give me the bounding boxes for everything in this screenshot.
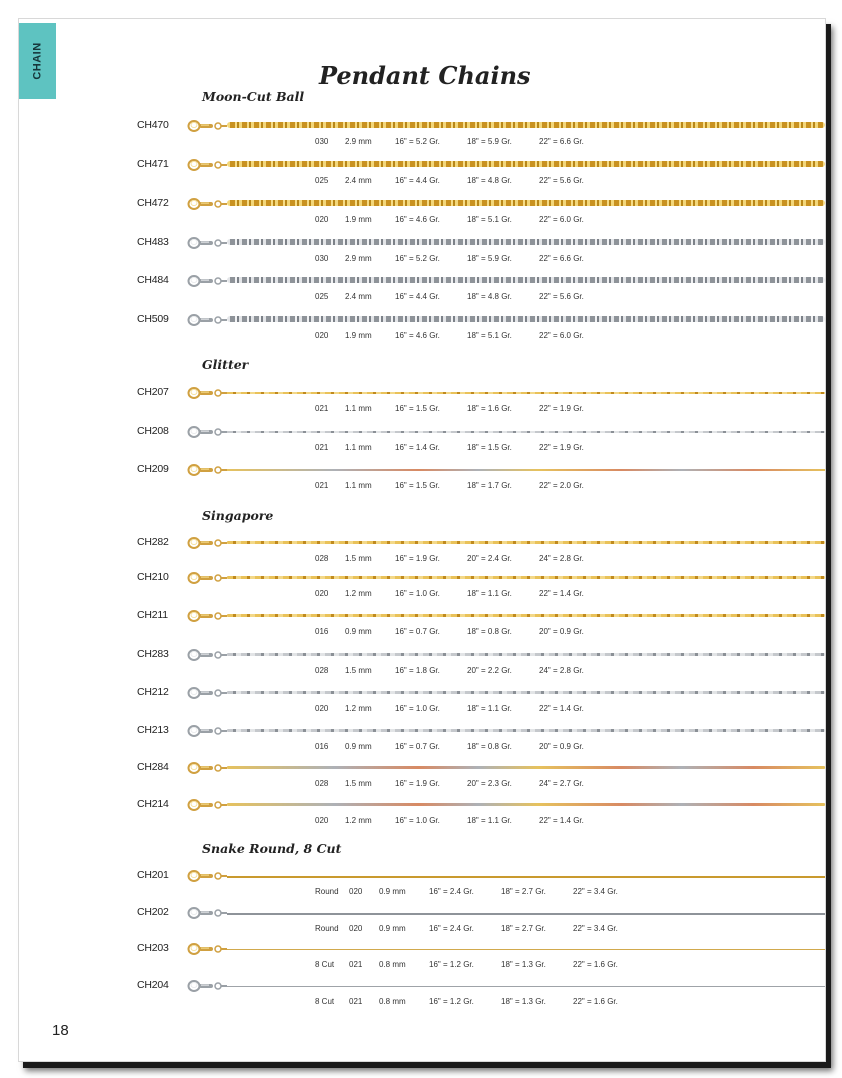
- chain-image: [227, 200, 825, 206]
- chain-image: [227, 122, 825, 128]
- page-number: 18: [52, 1022, 69, 1039]
- spec-value: 1.2 mm: [345, 816, 372, 825]
- product-code: CH284: [137, 761, 169, 773]
- product-code: CH472: [137, 197, 169, 209]
- spec-value: 18" = 4.8 Gr.: [467, 292, 512, 301]
- spec-value: 22" = 2.0 Gr.: [539, 481, 584, 490]
- chain-row-ch208: [19, 427, 825, 457]
- spec-value: 18" = 5.1 Gr.: [467, 215, 512, 224]
- spec-value: 18" = 1.7 Gr.: [467, 481, 512, 490]
- chain-row-ch213: [19, 726, 825, 756]
- spec-value: 22" = 3.4 Gr.: [573, 887, 618, 896]
- spec-value: 20" = 0.9 Gr.: [539, 627, 584, 636]
- spec-value: 18" = 1.1 Gr.: [467, 704, 512, 713]
- clasp-icon: [187, 236, 227, 250]
- clasp-icon: [187, 313, 227, 327]
- spec-value: 1.5 mm: [345, 554, 372, 563]
- spec-value: 22" = 1.4 Gr.: [539, 704, 584, 713]
- spec-value: 18" = 5.1 Gr.: [467, 331, 512, 340]
- chain-image: [227, 541, 825, 544]
- spec-value: 20" = 2.2 Gr.: [467, 666, 512, 675]
- spec-value: 16" = 1.9 Gr.: [395, 779, 440, 788]
- clasp-icon: [187, 686, 227, 700]
- spec-value: 020: [315, 215, 329, 224]
- spec-value: 24" = 2.7 Gr.: [539, 779, 584, 788]
- chain-row-ch207: [19, 388, 825, 418]
- spec-value: 22" = 3.4 Gr.: [573, 924, 618, 933]
- spec-value: 2.4 mm: [345, 292, 372, 301]
- spec-value: 2.9 mm: [345, 254, 372, 263]
- product-code: CH208: [137, 425, 169, 437]
- spec-value: 16" = 2.4 Gr.: [429, 887, 474, 896]
- spec-value: 016: [315, 742, 329, 751]
- spec-value: 22" = 5.6 Gr.: [539, 292, 584, 301]
- chain-row-ch284: [19, 763, 825, 793]
- spec-value: 025: [315, 176, 329, 185]
- spec-value: 16" = 1.2 Gr.: [429, 960, 474, 969]
- spec-value: 16" = 1.9 Gr.: [395, 554, 440, 563]
- spec-value: 18" = 4.8 Gr.: [467, 176, 512, 185]
- spec-value: 16" = 5.2 Gr.: [395, 254, 440, 263]
- spec-value: 021: [315, 443, 329, 452]
- spec-value: 22" = 1.6 Gr.: [573, 960, 618, 969]
- spec-value: 22" = 6.6 Gr.: [539, 254, 584, 263]
- spec-value: 1.1 mm: [345, 481, 372, 490]
- clasp-icon: [187, 609, 227, 623]
- chain-image: [227, 986, 825, 987]
- chain-row-ch509: [19, 315, 825, 345]
- spec-value: 22" = 6.0 Gr.: [539, 331, 584, 340]
- spec-value: 1.1 mm: [345, 443, 372, 452]
- spec-value: 021: [349, 997, 363, 1006]
- spec-value: 20" = 2.3 Gr.: [467, 779, 512, 788]
- section-title: Singapore: [202, 508, 274, 523]
- spec-value: 24" = 2.8 Gr.: [539, 554, 584, 563]
- spec-value: 18" = 5.9 Gr.: [467, 137, 512, 146]
- product-code: CH484: [137, 274, 169, 286]
- chain-row-ch470: [19, 121, 825, 151]
- spec-value: 020: [315, 816, 329, 825]
- spec-value: 020: [349, 887, 363, 896]
- product-code: CH212: [137, 686, 169, 698]
- spec-value: 028: [315, 666, 329, 675]
- chain-image: [227, 576, 825, 579]
- clasp-icon: [187, 979, 227, 993]
- spec-value: 1.5 mm: [345, 666, 372, 675]
- spec-value: 16" = 4.4 Gr.: [395, 292, 440, 301]
- spec-value: 0.8 mm: [379, 997, 406, 1006]
- spec-value: 030: [315, 137, 329, 146]
- clasp-icon: [187, 942, 227, 956]
- chain-image: [227, 653, 825, 656]
- clasp-icon: [187, 724, 227, 738]
- spec-value: 18" = 1.3 Gr.: [501, 997, 546, 1006]
- spec-value: 16" = 1.8 Gr.: [395, 666, 440, 675]
- spec-value: 021: [315, 481, 329, 490]
- section-title: Snake Round, 8 Cut: [202, 841, 342, 856]
- spec-value: 8 Cut: [315, 960, 335, 969]
- spec-value: 030: [315, 254, 329, 263]
- clasp-icon: [187, 463, 227, 477]
- spec-value: 18" = 1.5 Gr.: [467, 443, 512, 452]
- chain-row-ch211: [19, 611, 825, 641]
- chain-row-ch209: [19, 465, 825, 495]
- spec-value: 028: [315, 779, 329, 788]
- clasp-icon: [187, 761, 227, 775]
- spec-value: 1.9 mm: [345, 215, 372, 224]
- product-code: CH470: [137, 119, 169, 131]
- product-code: CH202: [137, 906, 169, 918]
- chain-row-ch212: [19, 688, 825, 718]
- product-code: CH509: [137, 313, 169, 325]
- spec-value: 18" = 1.3 Gr.: [501, 960, 546, 969]
- chain-row-ch214: [19, 800, 825, 830]
- chain-row-ch484: [19, 276, 825, 306]
- spec-value: 18" = 1.1 Gr.: [467, 816, 512, 825]
- spec-value: 0.9 mm: [379, 924, 406, 933]
- clasp-icon: [187, 798, 227, 812]
- spec-value: 16" = 2.4 Gr.: [429, 924, 474, 933]
- chain-image: [227, 277, 825, 283]
- spec-value: 021: [349, 960, 363, 969]
- spec-value: 22" = 1.6 Gr.: [573, 997, 618, 1006]
- product-code: CH203: [137, 942, 169, 954]
- chain-image: [227, 949, 825, 950]
- clasp-icon: [187, 536, 227, 550]
- chain-row-ch283: [19, 650, 825, 680]
- clasp-icon: [187, 571, 227, 585]
- chain-image: [227, 316, 825, 322]
- spec-value: 0.9 mm: [345, 627, 372, 636]
- chain-image: [227, 469, 825, 471]
- product-code: CH282: [137, 536, 169, 548]
- chain-image: [227, 431, 825, 433]
- spec-value: 16" = 1.0 Gr.: [395, 816, 440, 825]
- product-code: CH201: [137, 869, 169, 881]
- catalog-page: [18, 18, 826, 1062]
- spec-value: 1.2 mm: [345, 704, 372, 713]
- chain-image: [227, 691, 825, 694]
- spec-value: 025: [315, 292, 329, 301]
- section-title: Glitter: [202, 357, 249, 372]
- chain-row-ch204: [19, 981, 825, 1011]
- spec-value: 16" = 4.4 Gr.: [395, 176, 440, 185]
- chain-row-ch483: [19, 238, 825, 268]
- spec-value: 16" = 0.7 Gr.: [395, 742, 440, 751]
- clasp-icon: [187, 197, 227, 211]
- spec-value: 24" = 2.8 Gr.: [539, 666, 584, 675]
- spec-value: 18" = 2.7 Gr.: [501, 887, 546, 896]
- spec-value: 020: [315, 331, 329, 340]
- spec-value: 18" = 2.7 Gr.: [501, 924, 546, 933]
- spec-value: 20" = 0.9 Gr.: [539, 742, 584, 751]
- spec-value: 16" = 1.0 Gr.: [395, 704, 440, 713]
- spec-value: 8 Cut: [315, 997, 335, 1006]
- spec-value: 16" = 5.2 Gr.: [395, 137, 440, 146]
- chain-image: [227, 161, 825, 167]
- spec-value: 2.4 mm: [345, 176, 372, 185]
- product-code: CH283: [137, 648, 169, 660]
- spec-value: 0.9 mm: [379, 887, 406, 896]
- spec-value: 20" = 2.4 Gr.: [467, 554, 512, 563]
- spec-value: 020: [315, 589, 329, 598]
- chain-image: [227, 876, 825, 878]
- clasp-icon: [187, 274, 227, 288]
- spec-value: 0.8 mm: [379, 960, 406, 969]
- chain-row-ch471: [19, 160, 825, 190]
- product-code: CH483: [137, 236, 169, 248]
- product-code: CH213: [137, 724, 169, 736]
- spec-value: 18" = 5.9 Gr.: [467, 254, 512, 263]
- spec-value: 18" = 1.6 Gr.: [467, 404, 512, 413]
- product-code: CH204: [137, 979, 169, 991]
- clasp-icon: [187, 648, 227, 662]
- spec-value: 18" = 1.1 Gr.: [467, 589, 512, 598]
- chain-image: [227, 392, 825, 394]
- chain-row-ch282: [19, 538, 825, 568]
- product-code: CH214: [137, 798, 169, 810]
- clasp-icon: [187, 425, 227, 439]
- chain-row-ch210: [19, 573, 825, 603]
- spec-value: 020: [315, 704, 329, 713]
- spec-value: 22" = 1.9 Gr.: [539, 404, 584, 413]
- spec-value: 22" = 1.4 Gr.: [539, 589, 584, 598]
- clasp-icon: [187, 869, 227, 883]
- product-code: CH210: [137, 571, 169, 583]
- page-title: Pendant Chains: [319, 61, 531, 90]
- spec-value: 16" = 1.2 Gr.: [429, 997, 474, 1006]
- spec-value: 0.9 mm: [345, 742, 372, 751]
- section-tab-label: CHAIN: [31, 42, 44, 80]
- chain-image: [227, 239, 825, 245]
- clasp-icon: [187, 386, 227, 400]
- spec-value: 021: [315, 404, 329, 413]
- chain-row-ch202: [19, 908, 825, 938]
- spec-value: 1.9 mm: [345, 331, 372, 340]
- chain-image: [227, 913, 825, 915]
- section-title: Moon-Cut Ball: [202, 89, 305, 104]
- section-tab: [19, 23, 56, 99]
- spec-value: 16" = 0.7 Gr.: [395, 627, 440, 636]
- spec-value: 016: [315, 627, 329, 636]
- spec-value: 16" = 1.5 Gr.: [395, 481, 440, 490]
- spec-value: Round: [315, 887, 339, 896]
- chain-image: [227, 614, 825, 617]
- chain-row-ch472: [19, 199, 825, 229]
- chain-image: [227, 766, 825, 769]
- spec-value: 16" = 1.4 Gr.: [395, 443, 440, 452]
- chain-image: [227, 803, 825, 806]
- spec-value: 16" = 4.6 Gr.: [395, 331, 440, 340]
- product-code: CH211: [137, 609, 168, 621]
- spec-value: 22" = 5.6 Gr.: [539, 176, 584, 185]
- product-code: CH209: [137, 463, 169, 475]
- spec-value: 16" = 4.6 Gr.: [395, 215, 440, 224]
- spec-value: 1.1 mm: [345, 404, 372, 413]
- chain-image: [227, 729, 825, 732]
- chain-row-ch201: [19, 871, 825, 901]
- product-code: CH207: [137, 386, 169, 398]
- spec-value: 18" = 0.8 Gr.: [467, 627, 512, 636]
- spec-value: 020: [349, 924, 363, 933]
- spec-value: 22" = 6.0 Gr.: [539, 215, 584, 224]
- spec-value: 2.9 mm: [345, 137, 372, 146]
- spec-value: 22" = 6.6 Gr.: [539, 137, 584, 146]
- spec-value: 1.5 mm: [345, 779, 372, 788]
- spec-value: 16" = 1.0 Gr.: [395, 589, 440, 598]
- product-code: CH471: [137, 158, 169, 170]
- spec-value: 028: [315, 554, 329, 563]
- spec-value: Round: [315, 924, 339, 933]
- spec-value: 22" = 1.4 Gr.: [539, 816, 584, 825]
- chain-row-ch203: [19, 944, 825, 974]
- spec-value: 16" = 1.5 Gr.: [395, 404, 440, 413]
- clasp-icon: [187, 906, 227, 920]
- clasp-icon: [187, 119, 227, 133]
- spec-value: 22" = 1.9 Gr.: [539, 443, 584, 452]
- clasp-icon: [187, 158, 227, 172]
- spec-value: 18" = 0.8 Gr.: [467, 742, 512, 751]
- spec-value: 1.2 mm: [345, 589, 372, 598]
